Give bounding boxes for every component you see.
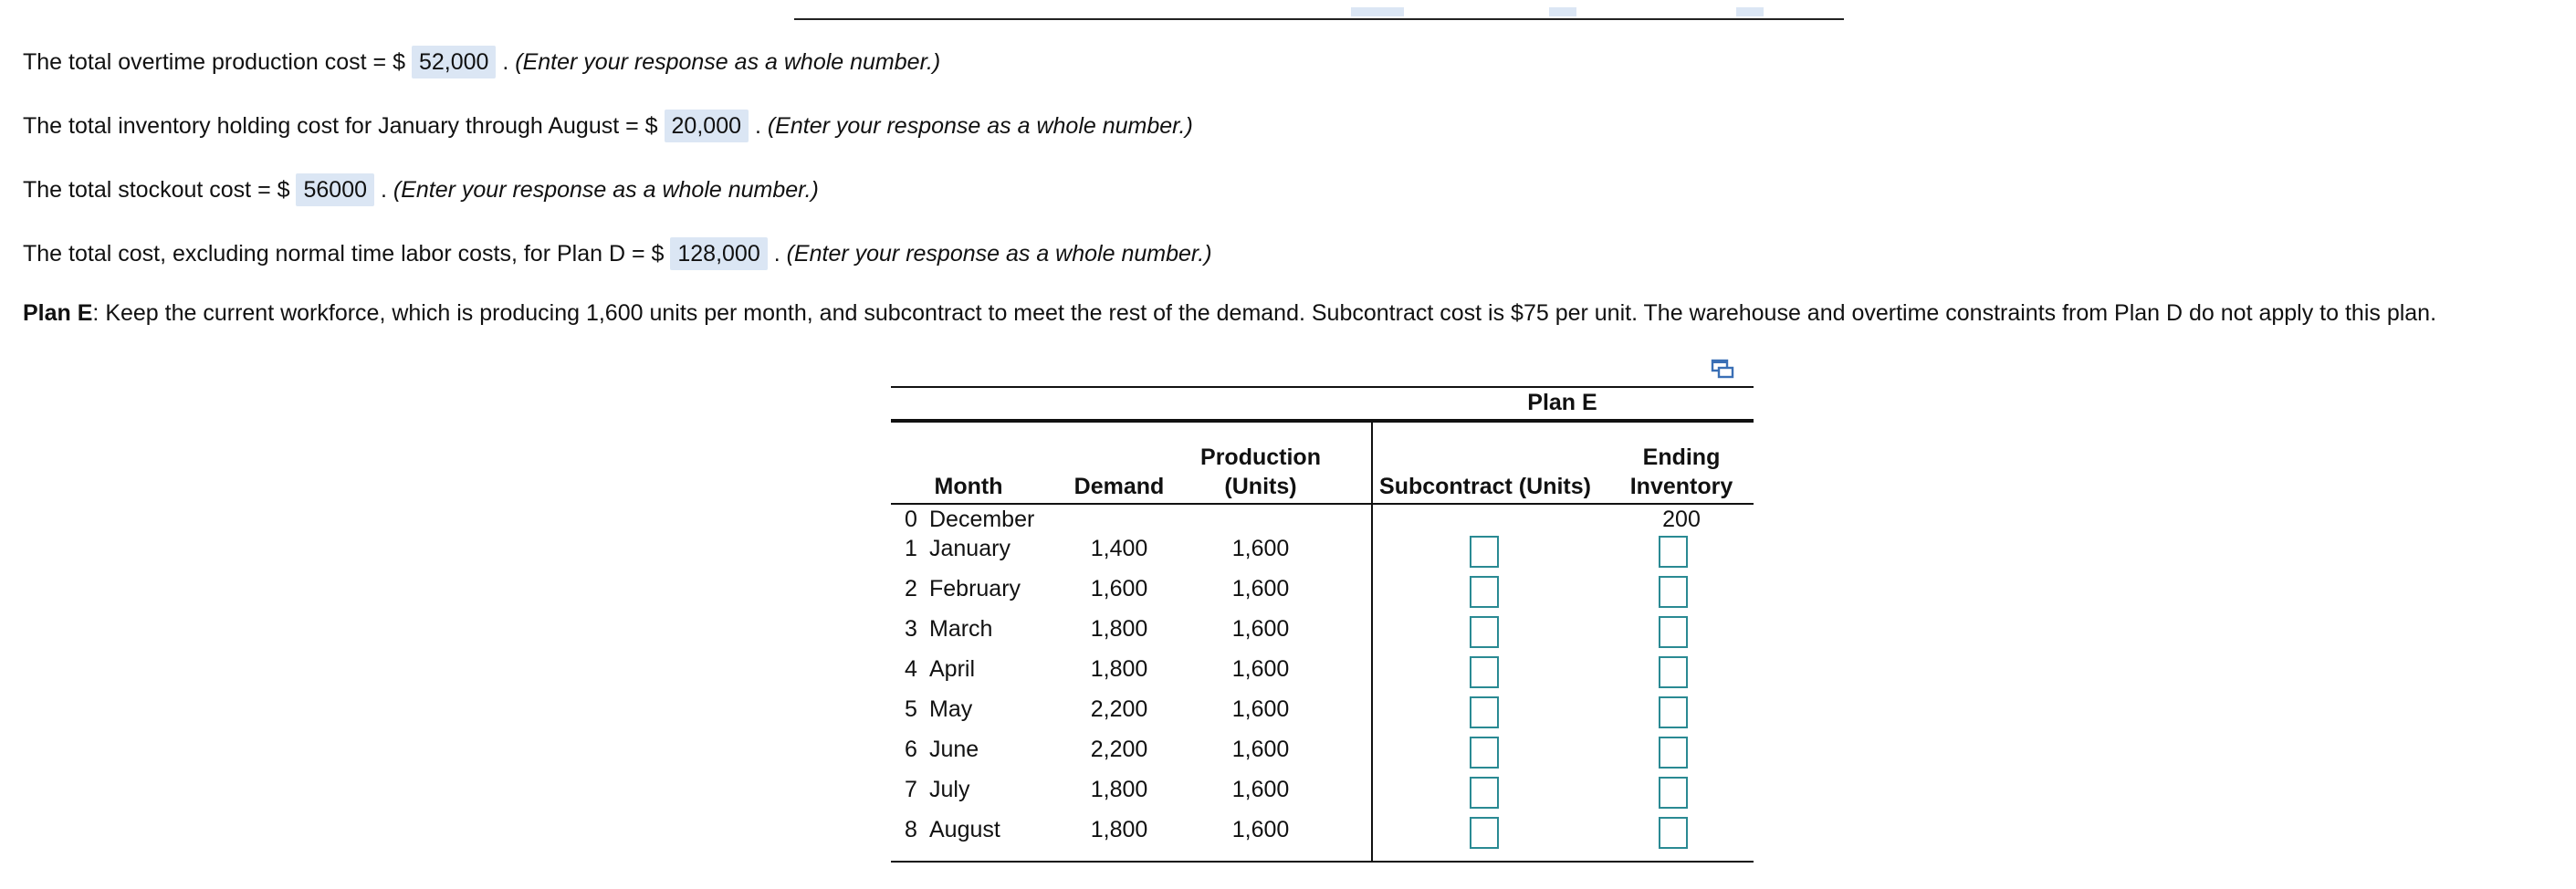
production-cell: 1,600 [1231,616,1290,642]
period: . [773,241,780,267]
subcontract-input[interactable] [1470,536,1499,568]
production-cell: 1,600 [1231,777,1290,802]
total-cost-answer[interactable]: 128,000 [670,237,767,270]
period: . [502,49,509,75]
demand-cell: 2,200 [1090,737,1148,762]
production-cell: 1,600 [1231,696,1290,722]
production-cell: 1,600 [1231,817,1290,842]
previous-table-answer-chip [1736,7,1764,16]
month-cell: August [929,817,1000,842]
month-cell: March [929,616,993,642]
row-index: 0 [905,507,917,532]
table-bottom-rule [891,861,1754,863]
subcontract-input[interactable] [1470,616,1499,648]
stockout-cost-line [23,177,819,204]
plan-e-text: : Keep the current workforce, which is producing 1,600 units per month, and subcontract to meet the rest of the demand. Subcontract cost is $75 per unit. The warehouse and overtime constraints from Plan D do not apply to this plan. [92,300,2437,326]
production-cell: 1,600 [1231,656,1290,682]
demand-cell: 1,800 [1090,777,1148,802]
question-text: The total cost, excluding normal time labor costs, for Plan D = $ [23,241,665,267]
production-units-header: (Units) [1224,474,1297,499]
row-index: 1 [905,536,917,561]
month-cell: February [929,576,1021,601]
production-header: Production [1200,444,1321,470]
period: . [754,113,761,139]
ending-inventory-input[interactable] [1659,737,1688,769]
production-cell: 1,600 [1231,576,1290,601]
row-index: 7 [905,777,917,802]
total-cost-line [23,241,1212,267]
column-header-rule [891,503,1754,505]
stockout-cost-answer[interactable]: 56000 [296,173,374,206]
row-index: 8 [905,817,917,842]
month-cell: January [929,536,1011,561]
ending-inventory-input[interactable] [1659,536,1688,568]
production-cell: 1,600 [1231,737,1290,762]
question-text: The total inventory holding cost for January through August = $ [23,113,658,139]
subcontract-input[interactable] [1470,696,1499,728]
subcontract-input[interactable] [1470,737,1499,769]
row-index: 4 [905,656,917,682]
month-header: Month [934,474,1003,499]
overtime-cost-answer[interactable]: 52,000 [412,46,496,78]
plan-e-label: Plan E [23,300,93,326]
row-index: 5 [905,696,917,722]
month-cell: April [929,656,976,682]
overtime-cost-line [23,49,940,76]
question-text: The total overtime production cost = $ [23,49,405,75]
ending-inventory-header: Ending [1642,444,1721,470]
question-text: The total stockout cost = $ [23,177,290,203]
ending-inventory-input[interactable] [1659,696,1688,728]
month-cell: July [929,777,970,802]
month-cell: June [929,737,979,762]
ending-inventory-input[interactable] [1659,576,1688,608]
header-rule [891,419,1754,423]
subcontract-input[interactable] [1470,817,1499,849]
month-cell: May [929,696,973,722]
previous-table-bottom-rule [794,18,1844,20]
inventory-cost-line [23,113,1193,140]
ending-inventory-input[interactable] [1659,656,1688,688]
demand-cell: 2,200 [1090,696,1148,722]
plan-e-group-header: Plan E [1527,390,1597,415]
previous-table-answer-chip [1351,7,1404,16]
inventory-cost-answer[interactable]: 20,000 [665,110,749,142]
month-cell: December [929,507,1035,532]
demand-cell: 1,800 [1090,817,1148,842]
response-hint: (Enter your response as a whole number.) [767,113,1193,139]
subcontract-input[interactable] [1470,656,1499,688]
ending-inventory-input[interactable] [1659,777,1688,809]
plan-e-table [891,386,1754,863]
initial-inventory-cell: 200 [1662,507,1701,532]
demand-cell: 1,400 [1090,536,1148,561]
demand-header: Demand [1073,474,1165,499]
period: . [380,177,387,203]
demand-cell: 1,600 [1090,576,1148,601]
previous-table-answer-chip [1549,7,1576,16]
response-hint: (Enter your response as a whole number.) [393,177,819,203]
response-hint: (Enter your response as a whole number.) [515,49,941,75]
row-index: 6 [905,737,917,762]
demand-cell: 1,800 [1090,656,1148,682]
row-index: 2 [905,576,917,601]
ending-inventory-input[interactable] [1659,616,1688,648]
demand-cell: 1,800 [1090,616,1148,642]
popout-icon[interactable] [1711,358,1734,380]
subcontract-input[interactable] [1470,576,1499,608]
row-index: 3 [905,616,917,642]
plan-e-description [23,300,2436,327]
ending-inventory-header-line2: Inventory [1629,474,1733,499]
subcontract-header: Subcontract (Units) [1379,474,1591,499]
production-cell: 1,600 [1231,536,1290,561]
subcontract-input[interactable] [1470,777,1499,809]
ending-inventory-input[interactable] [1659,817,1688,849]
response-hint: (Enter your response as a whole number.) [786,241,1212,267]
